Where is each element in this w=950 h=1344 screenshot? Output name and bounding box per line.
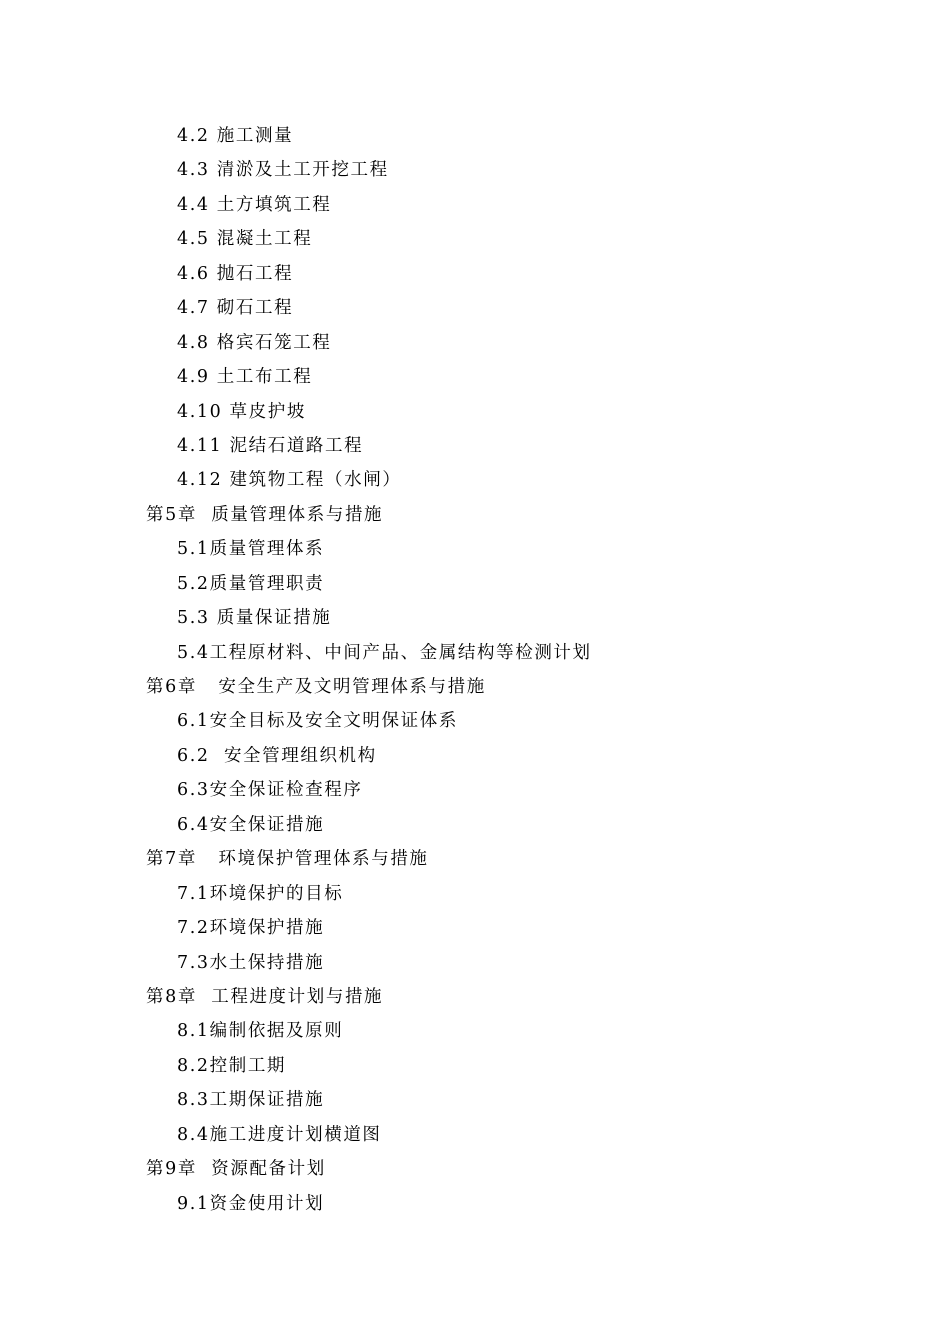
toc-section-entry: 7.2环境保护措施 xyxy=(177,918,325,939)
toc-section-entry: 4.5 混凝土工程 xyxy=(177,229,313,250)
toc-section-entry: 5.1质量管理体系 xyxy=(177,539,325,560)
toc-section-entry: 7.1环境保护的目标 xyxy=(177,883,344,904)
toc-section-entry: 8.2控制工期 xyxy=(177,1055,287,1076)
toc-section-entry: 6.3安全保证检查程序 xyxy=(177,780,363,801)
toc-section-entry: 6.4安全保证措施 xyxy=(177,814,325,835)
toc-section-entry: 4.8 格宾石笼工程 xyxy=(177,332,332,353)
toc-section-entry: 4.2 施工测量 xyxy=(177,126,294,146)
toc-section-entry: 4.12 建筑物工程（水闸） xyxy=(177,470,402,491)
toc-section-entry: 4.9 土工布工程 xyxy=(177,367,313,388)
toc-section-entry: 8.4施工进度计划横道图 xyxy=(177,1124,382,1145)
toc-section-entry: 4.3 清淤及土工开挖工程 xyxy=(177,160,389,181)
toc-chapter-entry: 第7章 环境保护管理体系与措施 xyxy=(146,849,429,870)
toc-section-entry: 5.3 质量保证措施 xyxy=(177,608,332,629)
toc-section-entry: 8.1编制依据及原则 xyxy=(177,1021,344,1042)
toc-chapter-entry: 第5章 质量管理体系与措施 xyxy=(146,504,384,525)
toc-section-entry: 5.4工程原材料、中间产品、金属结构等检测计划 xyxy=(177,642,592,663)
table-of-contents xyxy=(0,119,950,1221)
toc-section-entry: 8.3工期保证措施 xyxy=(177,1090,325,1111)
toc-section-entry: 4.6 抛石工程 xyxy=(177,263,294,284)
toc-chapter-entry: 第6章 安全生产及文明管理体系与措施 xyxy=(146,677,486,697)
toc-section-entry: 6.2 安全管理组织机构 xyxy=(177,745,377,766)
toc-section-entry: 4.10 草皮护坡 xyxy=(177,401,306,422)
toc-section-entry: 7.3水土保持措施 xyxy=(177,952,325,973)
toc-section-entry: 4.7 砌石工程 xyxy=(177,298,294,319)
toc-section-entry: 9.1资金使用计划 xyxy=(177,1193,325,1214)
toc-section-entry: 4.4 土方填筑工程 xyxy=(177,194,332,215)
toc-section-entry: 4.11 泥结石道路工程 xyxy=(177,435,364,456)
toc-section-entry: 6.1安全目标及安全文明保证体系 xyxy=(177,711,458,732)
toc-chapter-entry: 第8章 工程进度计划与措施 xyxy=(146,986,384,1007)
toc-chapter-entry: 第9章 资源配备计划 xyxy=(146,1159,326,1180)
toc-section-entry: 5.2质量管理职责 xyxy=(177,573,325,594)
